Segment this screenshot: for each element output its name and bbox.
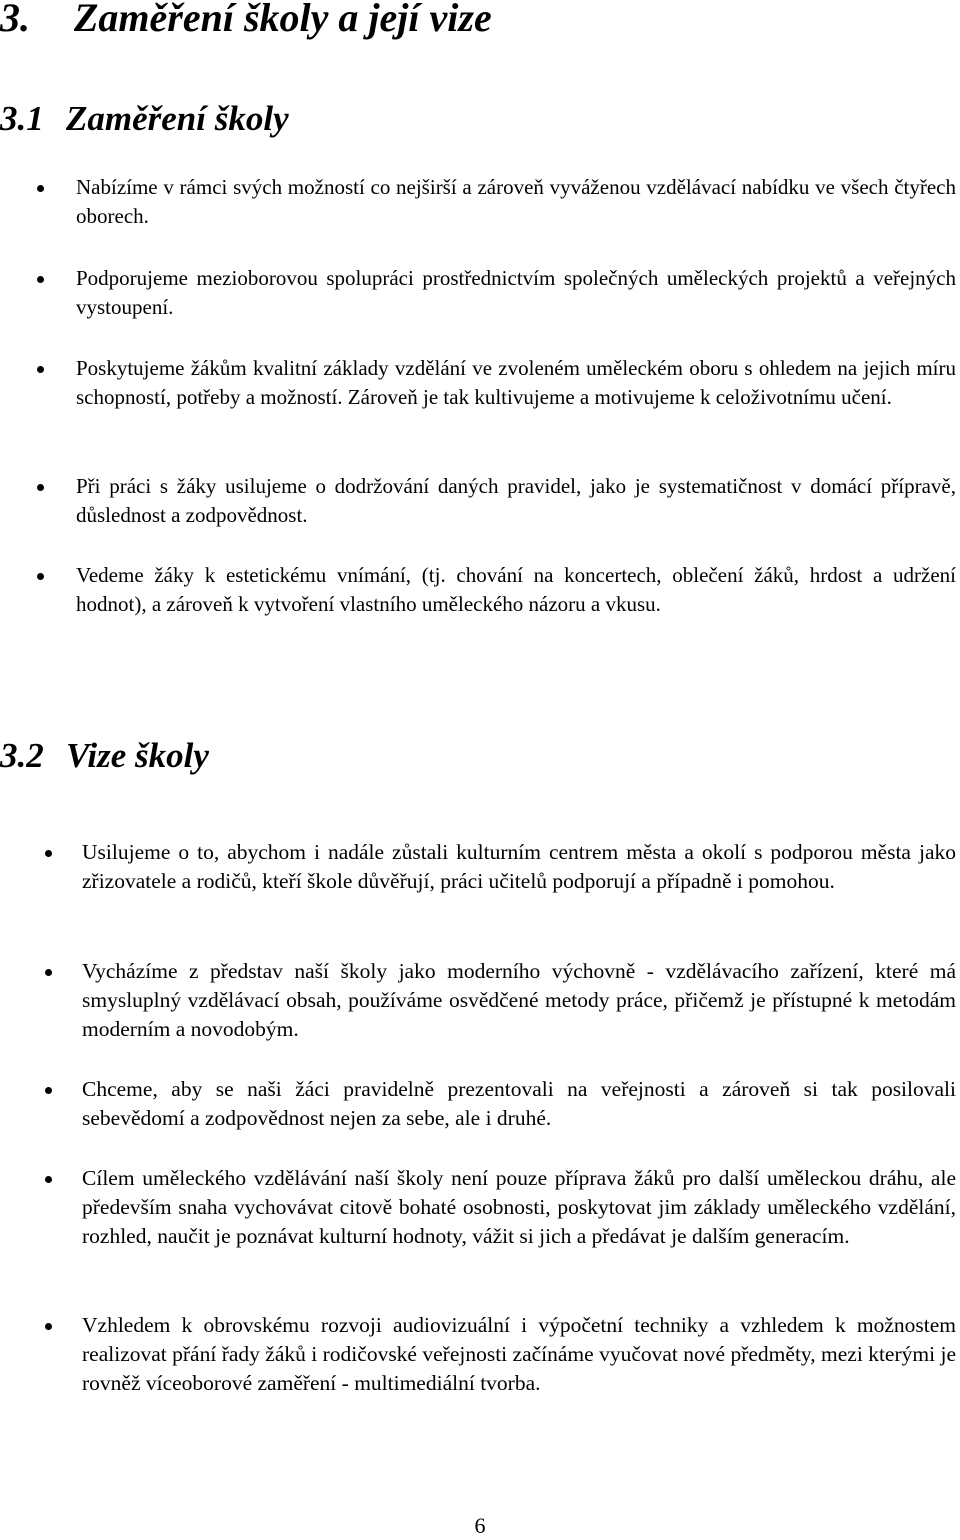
chapter-title: Zaměření školy a její vize <box>74 0 492 40</box>
bullet-icon <box>45 850 52 857</box>
bullet-icon <box>45 1176 52 1183</box>
list-item <box>76 561 956 619</box>
list-item <box>76 354 956 412</box>
list-item <box>82 1164 956 1251</box>
list-item-text: Vycházíme z představ naší školy jako moderního výchovně - vzdělávacího zařízení, které má smysluplný vzdělávací obsah, používáme osvědčené metody práce, přičemž je přístupné k metodám moderním a novodobým. <box>82 959 956 1041</box>
list-item-text: Podporujeme mezioborovou spolupráci prostřednictvím společných uměleckých projektů a veřejných vystoupení. <box>76 266 956 319</box>
bullet-icon <box>37 573 44 580</box>
bullet-icon <box>45 1087 52 1094</box>
chapter-number: 3. <box>0 0 30 40</box>
list-item-text: Usilujeme o to, abychom i nadále zůstali kulturním centrem města a okolí s podporou města jako zřizovatele a rodičů, kteří škole důvěřují, práci učitelů podporují a případně i pomohou. <box>82 840 956 893</box>
list-item <box>76 264 956 322</box>
section-heading-focus <box>0 98 289 140</box>
section-heading-vision <box>0 735 209 777</box>
list-item-text: Vedeme žáky k estetickému vnímání, (tj. chování na koncertech, oblečení žáků, hrdost a udržení hodnot), a zároveň k vytvoření vlastního uměleckého názoru a vkusu. <box>76 563 956 616</box>
list-item <box>82 838 956 896</box>
bullet-icon <box>37 484 44 491</box>
section-number-focus: 3.1 <box>0 99 44 138</box>
section-number-vision: 3.2 <box>0 736 44 775</box>
list-item <box>82 1311 956 1398</box>
bullet-icon <box>37 366 44 373</box>
list-item <box>76 173 956 231</box>
list-item-text: Poskytujeme žákům kvalitní základy vzdělání ve zvoleném uměleckém oboru s ohledem na jejich míru schopností, potřeby a možností. Zároveň je tak kultivujeme a motivujeme k celoživotnímu učení. <box>76 356 956 409</box>
section-title-focus: Zaměření školy <box>66 99 289 138</box>
bullet-icon <box>37 276 44 283</box>
bullet-icon <box>45 1323 52 1330</box>
section-title-vision: Vize školy <box>66 736 209 775</box>
list-item <box>82 1075 956 1133</box>
chapter-heading <box>0 0 492 42</box>
list-item <box>82 957 956 1044</box>
list-item-text: Při práci s žáky usilujeme o dodržování daných pravidel, jako je systematičnost v domácí přípravě, důslednost a zodpovědnost. <box>76 474 956 527</box>
bullet-icon <box>45 969 52 976</box>
list-item-text: Chceme, aby se naši žáci pravidelně prezentovali na veřejnosti a zároveň si tak posilovali sebevědomí a zodpovědnost nejen za sebe, ale i druhé. <box>82 1077 956 1130</box>
page-number: 6 <box>474 1513 486 1538</box>
list-item-text: Cílem uměleckého vzdělávání naší školy není pouze příprava žáků pro další uměleckou dráhu, ale především snaha vychovávat citově bohaté osobnosti, poskytovat jim základy uměleckého vzdělání, rozhled, naučit je poznávat kulturní hodnoty, vážit si jich a předávat je dalším generacím. <box>82 1166 956 1248</box>
list-item-text: Vzhledem k obrovskému rozvoji audiovizuální i výpočetní techniky a vzhledem k možnostem realizovat přání řady žáků i rodičovské veřejnosti začínáme vyučovat nové předměty, mezi kterými je rovněž víceoborové zaměření - multimediální tvorba. <box>82 1313 956 1395</box>
list-item <box>76 472 956 530</box>
bullet-icon <box>37 185 44 192</box>
list-item-text: Nabízíme v rámci svých možností co nejširší a zároveň vyváženou vzdělávací nabídku ve všech čtyřech oborech. <box>76 175 956 228</box>
